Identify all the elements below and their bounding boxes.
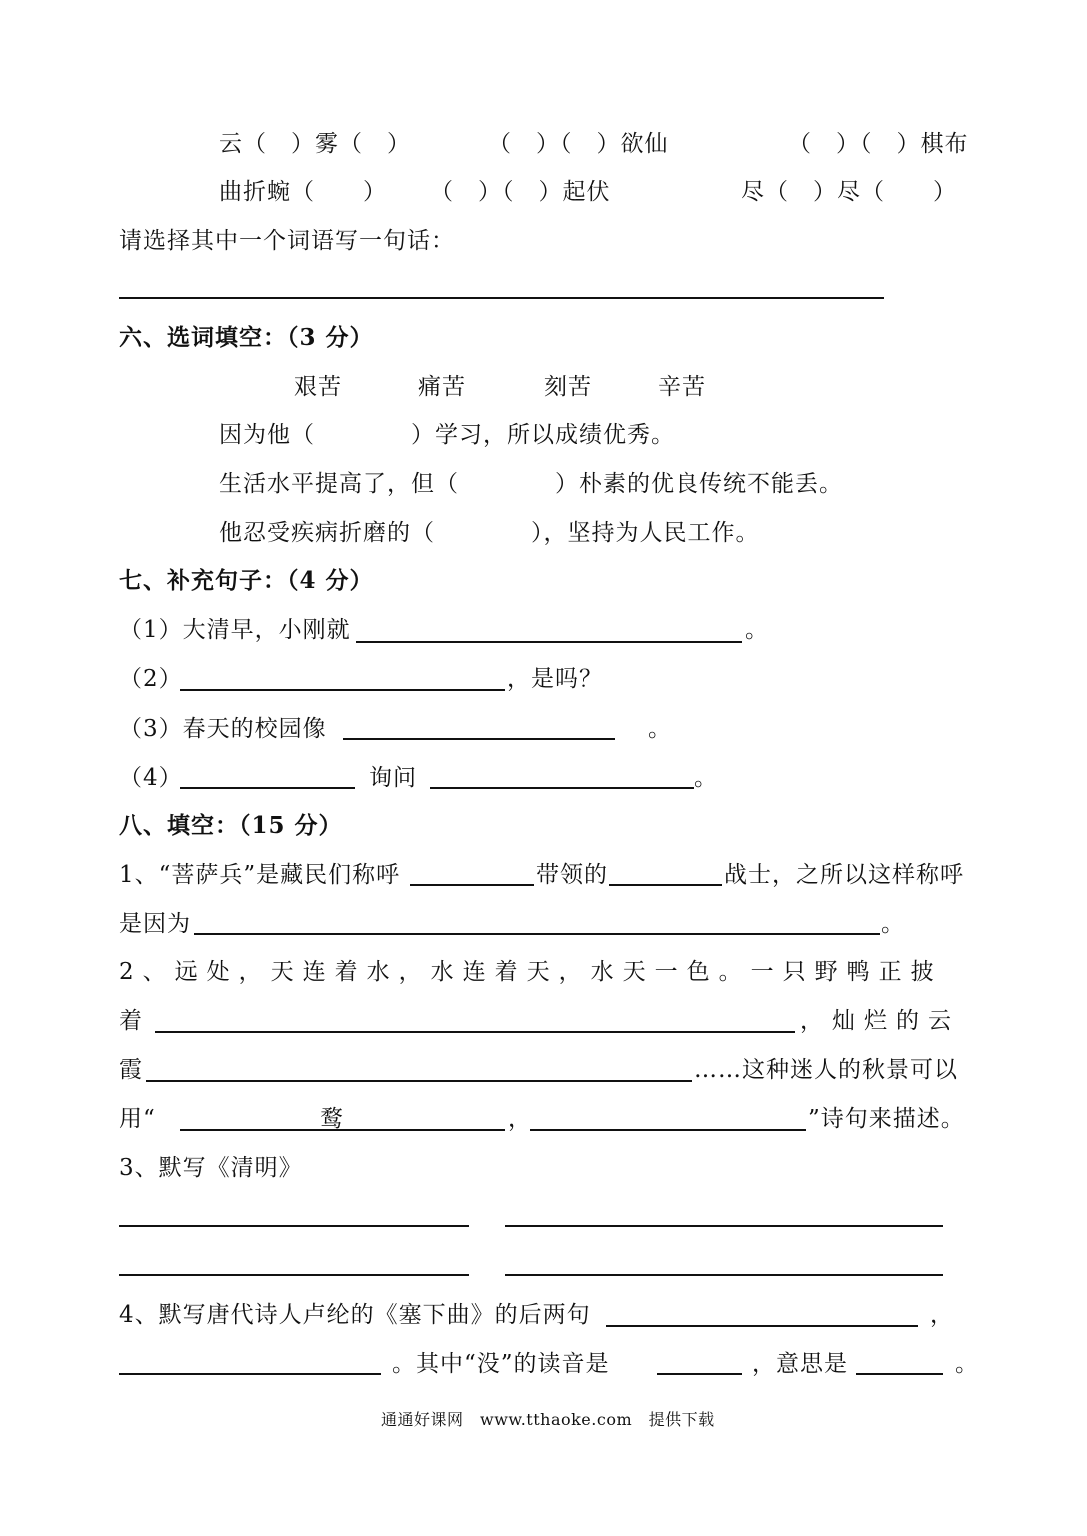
q7-2-text: （2） <box>119 666 183 692</box>
fill-sentence-2: 生活水平提高了，但（ ）朴素的优良传统不能丢。 <box>219 471 843 497</box>
section-7-title: 七、补充句子：（4 分） <box>119 567 374 594</box>
q7-1-end: 。 <box>745 617 769 643</box>
q8-2-line-b[interactable] <box>146 1080 692 1082</box>
q8-2-a: 2、远处，天连着水，水连着天，水天一色。一只野鸭正披 <box>119 959 943 985</box>
footer-text: 通通好课网 www.tthaoke.com 提供下载 <box>381 1410 715 1429</box>
poem-line-3[interactable] <box>119 1274 469 1276</box>
q8-2-line-a[interactable] <box>155 1031 795 1033</box>
q8-1-b: 带领的 <box>536 862 608 888</box>
idiom-5: （ ）（ ）起伏 <box>430 179 611 205</box>
q7-4-line-a[interactable] <box>180 787 355 789</box>
q7-4-mid: 询问 <box>369 765 417 791</box>
idiom-6: 尽（ ）尽（ ） <box>741 179 957 205</box>
word-option-4: 辛苦 <box>658 374 706 400</box>
q8-4-c: 。其中“没”的读音是 <box>392 1351 610 1377</box>
word-option-1: 艰苦 <box>294 374 342 400</box>
word-option-3: 刻苦 <box>544 374 592 400</box>
fill-sentence-1: 因为他（ ）学习，所以成绩优秀。 <box>219 422 675 448</box>
poem-line-2[interactable] <box>505 1225 943 1227</box>
q7-4-line-b[interactable] <box>430 787 694 789</box>
q8-4-b: ， <box>930 1302 954 1328</box>
q8-2-d: 霞 <box>119 1057 143 1083</box>
q8-1-line-c[interactable] <box>194 933 880 935</box>
poem-line-1[interactable] <box>119 1225 469 1227</box>
sentence-prompt: 请选择其中一个词语写一句话： <box>119 228 455 254</box>
idiom-3: （ ）（ ）棋布 <box>788 131 969 157</box>
q8-1-line-a[interactable] <box>410 884 534 886</box>
idiom-2: （ ）（ ）欲仙 <box>488 131 669 157</box>
q8-1-a: 1、“菩萨兵”是藏民们称呼 <box>119 862 401 888</box>
q8-1-c: 战士，之所以这样称呼 <box>724 862 964 888</box>
idiom-4: 曲折蜿（ ） <box>219 179 387 205</box>
q8-2-h: ， <box>508 1106 532 1132</box>
q8-4-line-b[interactable] <box>119 1373 381 1375</box>
q8-2-b: 着 <box>119 1008 143 1034</box>
q8-2-line-d[interactable] <box>530 1129 806 1131</box>
idiom-1: 云（ ）雾（ ） <box>219 131 411 157</box>
q8-2-i: ”诗句来描述。 <box>808 1106 965 1132</box>
word-option-2: 痛苦 <box>418 374 466 400</box>
q8-2-f: 用“ <box>119 1106 156 1132</box>
section-6-title: 六、选词填空：（3 分） <box>119 324 374 351</box>
q7-1-line[interactable] <box>356 641 742 643</box>
fill-sentence-3: 他忍受疾病折磨的（ ），坚持为人民工作。 <box>219 520 760 546</box>
q8-2-g: 鹜 <box>320 1106 344 1132</box>
q7-3-line[interactable] <box>343 738 615 740</box>
q8-4-line-a[interactable] <box>606 1325 918 1327</box>
q8-2-c: ，灿烂的云 <box>800 1008 960 1034</box>
q8-4-d: ，意思是 <box>752 1351 848 1377</box>
q8-1-d: 是因为 <box>119 911 191 937</box>
q7-2-end: ，是吗？ <box>507 666 603 692</box>
q8-1-e: 。 <box>881 911 905 937</box>
q8-4-line-d[interactable] <box>856 1373 943 1375</box>
section-8-title: 八、填空：（15 分） <box>119 812 343 839</box>
q7-4-text: （4） <box>119 765 183 791</box>
q8-2-e: ……这种迷人的秋景可以 <box>694 1057 958 1083</box>
q7-1-text: （1）大清早，小刚就 <box>119 617 351 643</box>
poem-line-4[interactable] <box>505 1274 943 1276</box>
q7-3-text: （3）春天的校园像 <box>119 716 327 742</box>
q8-4-a: 4、默写唐代诗人卢纶的《塞下曲》的后两句 <box>119 1302 591 1328</box>
answer-line[interactable] <box>119 297 884 299</box>
q7-3-end: 。 <box>648 716 672 742</box>
q8-4-line-c[interactable] <box>657 1373 742 1375</box>
q7-4-end: 。 <box>694 765 718 791</box>
q8-4-e: 。 <box>955 1351 979 1377</box>
q8-1-line-b[interactable] <box>609 884 722 886</box>
q8-3: 3、默写《清明》 <box>119 1155 303 1181</box>
q7-2-line[interactable] <box>180 689 505 691</box>
